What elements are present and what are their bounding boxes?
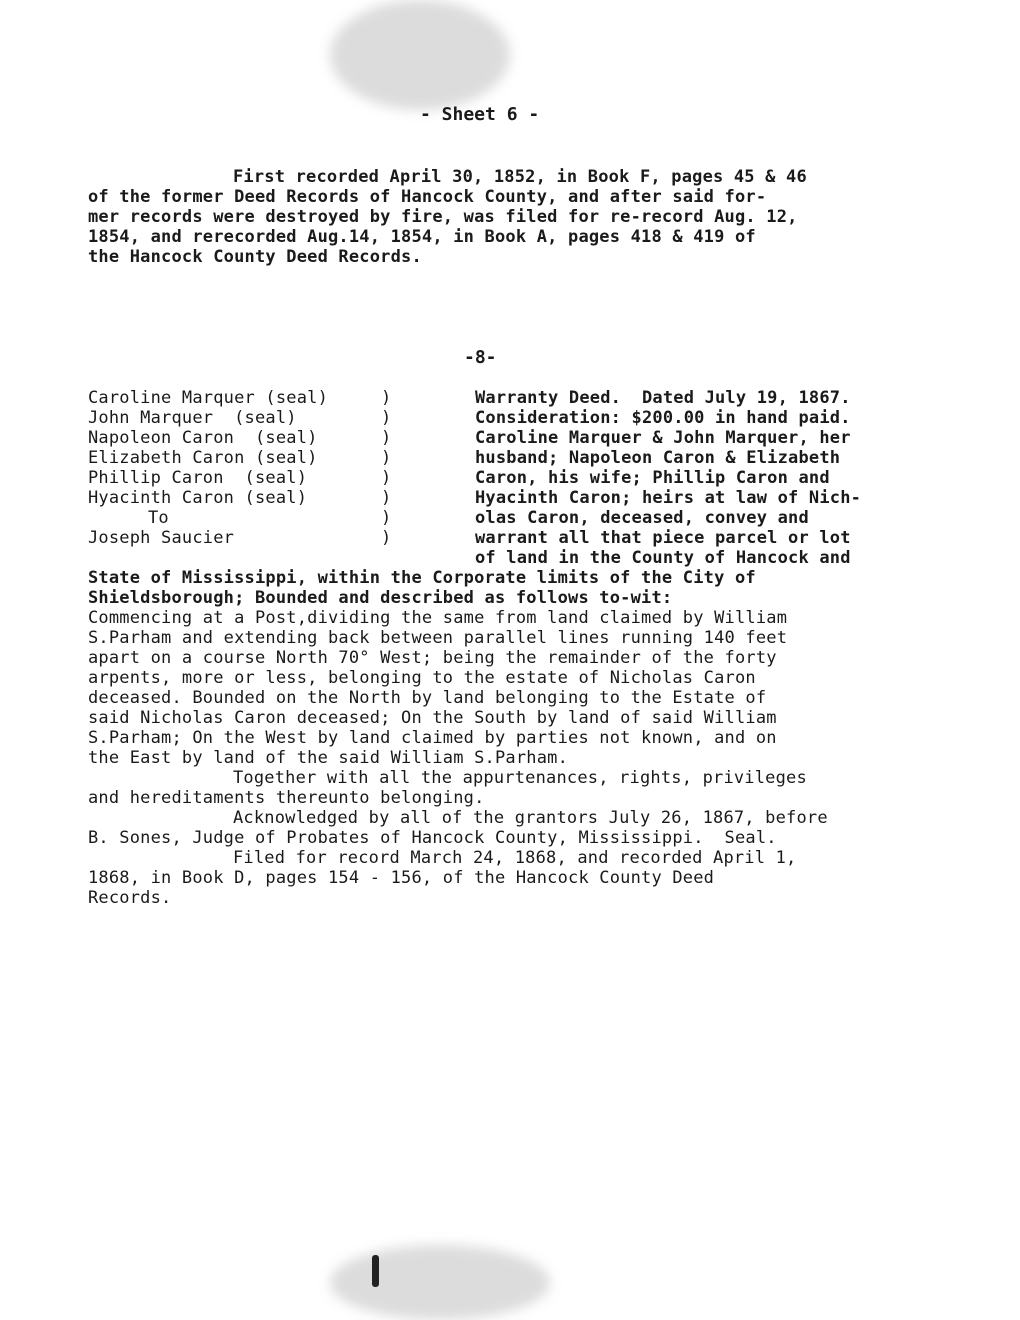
deed-body-line: arpents, more or less, belonging to the estate of Nicholas Caron — [88, 668, 756, 688]
deed-body-line: Commencing at a Post,dividing the same from land claimed by William — [88, 608, 788, 628]
deed-right-line: Warranty Deed. Dated July 19, 1867. — [475, 388, 851, 408]
grantor-line: Caroline Marquer (seal) — [88, 388, 329, 408]
deed-body-line: 1868, in Book D, pages 154 - 156, of the Hancock County Deed — [88, 868, 715, 888]
deed-right-line: Caroline Marquer & John Marquer, her — [475, 428, 851, 448]
deed-body-line: apart on a course North 70° West; being the remainder of the forty — [88, 648, 777, 668]
deed-right-line: warrant all that piece parcel or lot — [475, 528, 851, 548]
grantor-line: Napoleon Caron (seal) — [88, 428, 318, 448]
deed-right-line: Consideration: $200.00 in hand paid. — [475, 408, 851, 428]
deed-body-line: Acknowledged by all of the grantors July 26, 1867, before — [233, 808, 828, 828]
grantor-to: To — [148, 508, 169, 528]
bracket-paren: ) — [381, 428, 392, 448]
grantor-line: Phillip Caron (seal) — [88, 468, 308, 488]
deed-body-line: said Nicholas Caron deceased; On the South by land of said William — [88, 708, 777, 728]
deed-body-line: Records. — [88, 888, 172, 908]
grantor-line: John Marquer (seal) — [88, 408, 297, 428]
deed-right-line: olas Caron, deceased, convey and — [475, 508, 809, 528]
deed-body-line: S.Parham and extending back between parallel lines running 140 feet — [88, 628, 788, 648]
grantee-line: Joseph Saucier — [88, 528, 235, 548]
deed-body-line: B. Sones, Judge of Probates of Hancock County, Mississippi. Seal. — [88, 828, 777, 848]
deed-body-line: Filed for record March 24, 1868, and recorded April 1, — [233, 848, 797, 868]
page-number: -8- — [464, 347, 497, 368]
scan-smudge-bottom — [330, 1245, 550, 1320]
deed-body-line: the East by land of the said William S.Parham. — [88, 748, 569, 768]
deed-body-line: and hereditaments thereunto belonging. — [88, 788, 485, 808]
bracket-paren: ) — [381, 408, 392, 428]
grantor-line: Elizabeth Caron (seal) — [88, 448, 318, 468]
sheet-title: - Sheet 6 - — [420, 104, 540, 125]
bracket-paren: ) — [381, 508, 392, 528]
deed-body-line: Together with all the appurtenances, rights, privileges — [233, 768, 807, 788]
first-record-line: First recorded April 30, 1852, in Book F, pages 45 & 46 — [233, 167, 807, 187]
first-record-line: the Hancock County Deed Records. — [88, 247, 422, 267]
grantor-line: Hyacinth Caron (seal) — [88, 488, 308, 508]
deed-right-line: husband; Napoleon Caron & Elizabeth — [475, 448, 841, 468]
deed-right-line: Caron, his wife; Phillip Caron and — [475, 468, 830, 488]
bracket-paren: ) — [381, 468, 392, 488]
bracket-paren: ) — [381, 388, 392, 408]
deed-body-line: deceased. Bounded on the North by land belonging to the Estate of — [88, 688, 767, 708]
scan-smudge-top — [330, 0, 510, 110]
deed-right-line: Hyacinth Caron; heirs at law of Nich- — [475, 488, 862, 508]
bracket-paren: ) — [381, 448, 392, 468]
scan-mark-bottom — [372, 1255, 379, 1287]
deed-body-line: S.Parham; On the West by land claimed by parties not known, and on — [88, 728, 777, 748]
deed-body-line: Shieldsborough; Bounded and described as follows to-wit: — [88, 588, 673, 608]
deed-body-line: State of Mississippi, within the Corporate limits of the City of — [88, 568, 756, 588]
first-record-line: 1854, and rerecorded Aug.14, 1854, in Book A, pages 418 & 419 of — [88, 227, 756, 247]
deed-right-line: of land in the County of Hancock and — [475, 548, 851, 568]
bracket-paren: ) — [381, 528, 392, 548]
first-record-line: mer records were destroyed by fire, was filed for re-record Aug. 12, — [88, 207, 798, 227]
bracket-paren: ) — [381, 488, 392, 508]
first-record-line: of the former Deed Records of Hancock County, and after said for- — [88, 187, 767, 207]
